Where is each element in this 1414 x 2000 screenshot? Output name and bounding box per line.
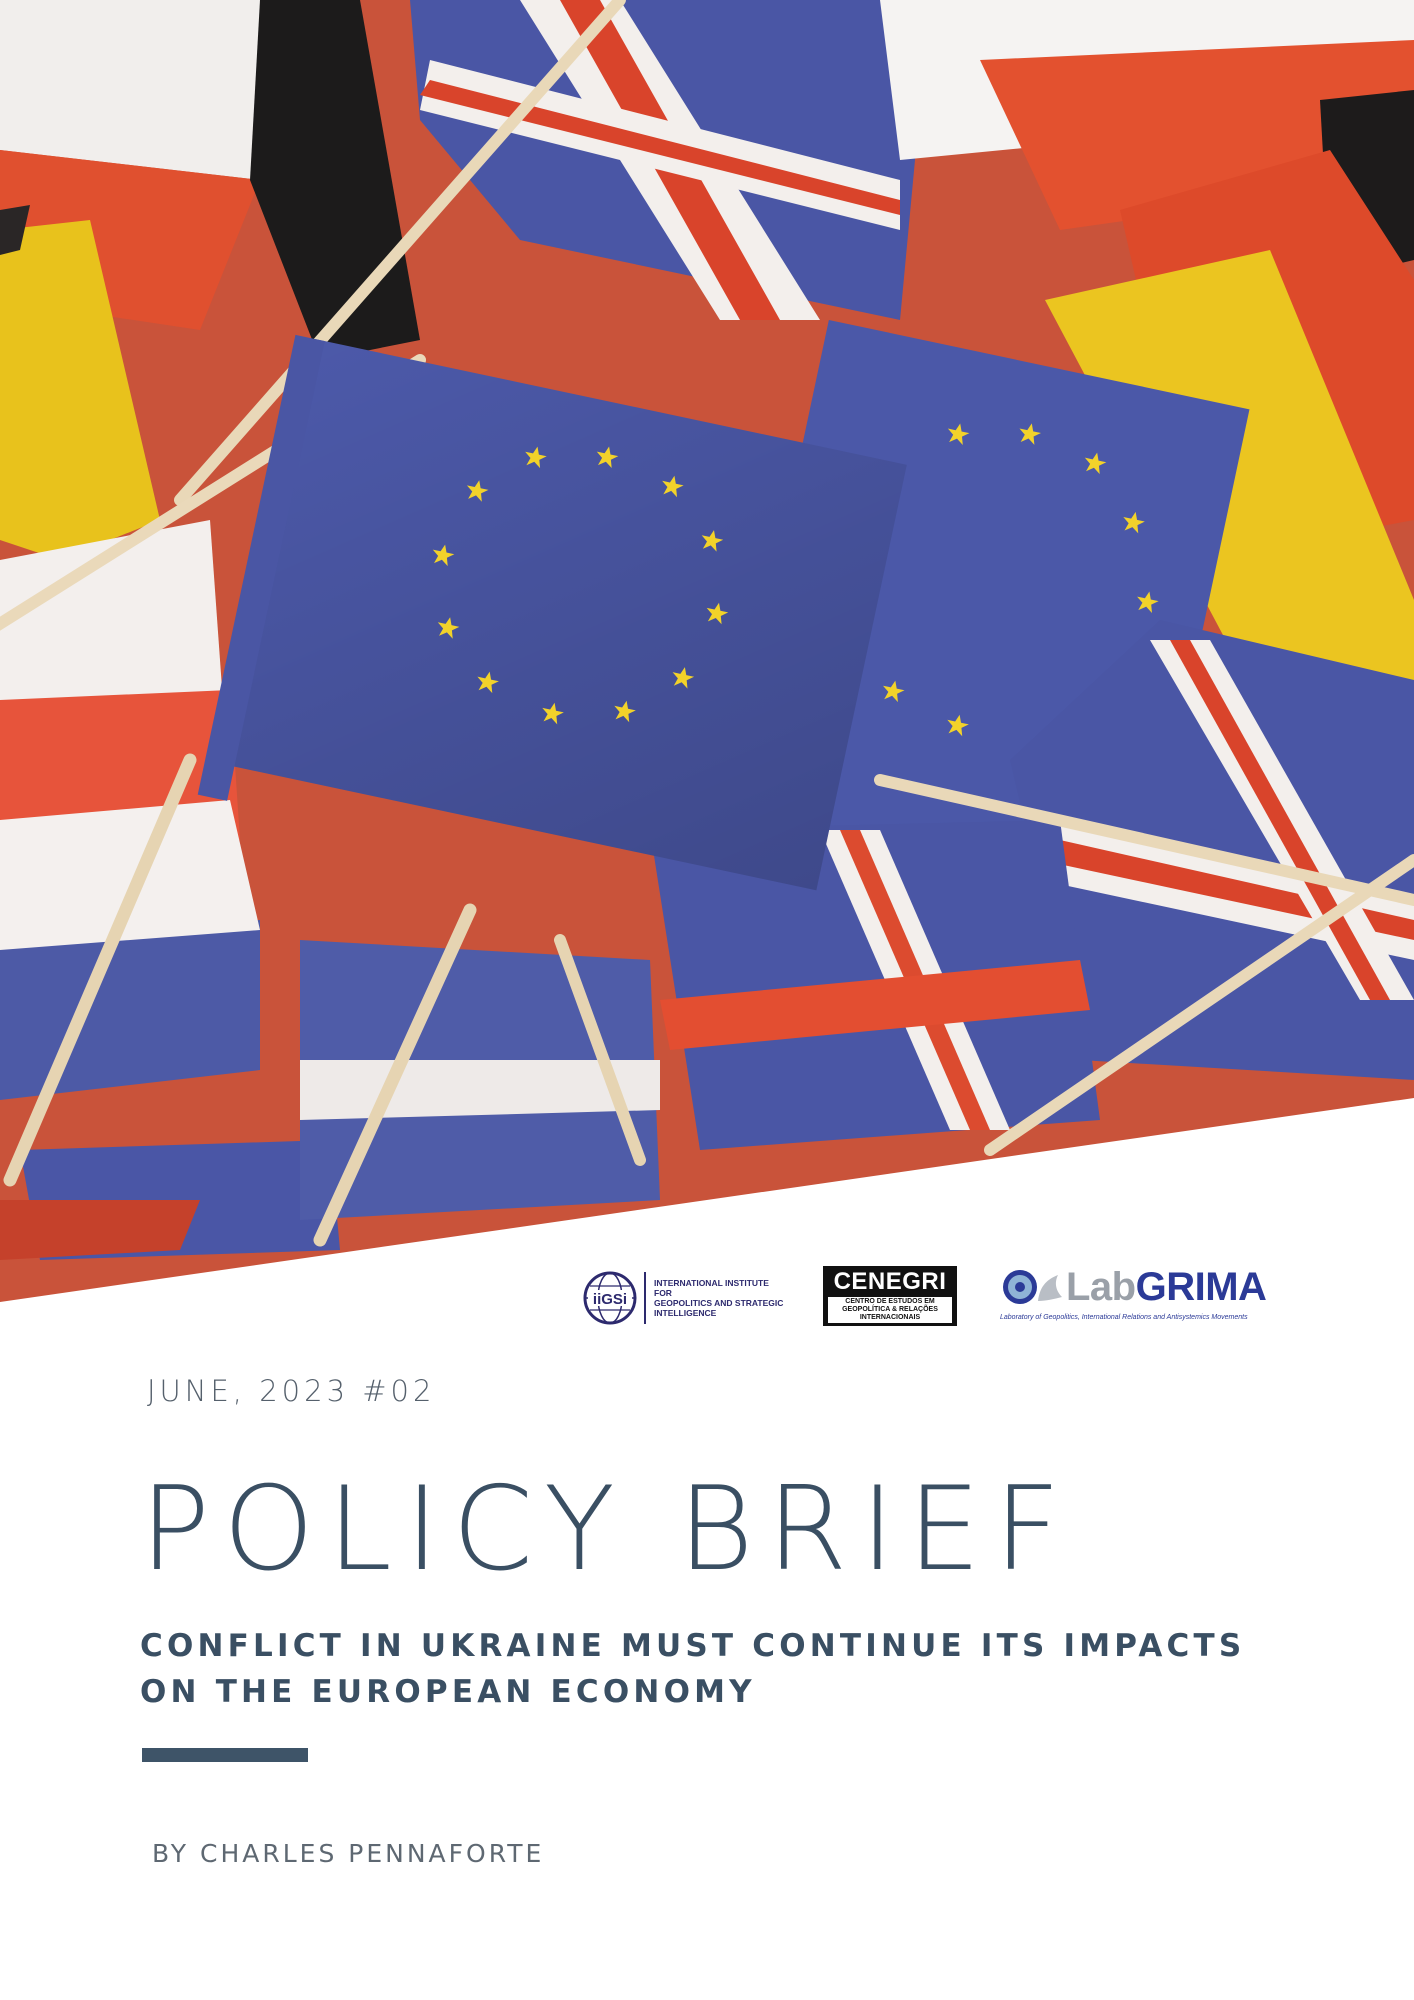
title-underline	[142, 1748, 308, 1762]
iigsi-logo	[582, 1270, 784, 1326]
issue-date: JUNE, 2023 #02	[147, 1374, 436, 1408]
document-type: POLICY BRIEF	[140, 1462, 1074, 1597]
document-title: CONFLICT IN UKRAINE MUST CONTINUE ITS IMPACTS ON THE EUROPEAN ECONOMY	[140, 1628, 1246, 1710]
iigsi-line: INTELLIGENCE	[654, 1308, 717, 1318]
labgrima-lab: Lab	[1066, 1264, 1136, 1309]
labgrima-emblem-icon	[1000, 1265, 1066, 1309]
cenegri-sub-line: INTERNACIONAIS	[859, 1314, 921, 1321]
cenegri-title: CENEGRI	[833, 1268, 947, 1295]
labgrima-tagline: Laboratory of Geopolitics, International Relations and Antisystemics Movements	[1000, 1314, 1248, 1321]
author-byline: BY CHARLES PENNAFORTE	[152, 1839, 545, 1868]
iigsi-name	[654, 1278, 784, 1318]
labgrima-grima: GRIMA	[1135, 1264, 1267, 1309]
globe-icon	[582, 1270, 638, 1326]
cenegri-logo	[823, 1266, 957, 1326]
labgrima-logo	[1000, 1262, 1266, 1321]
iigsi-mark-text: iiGSi	[592, 1291, 628, 1308]
cenegri-sub-line: GEOPOLÍTICA & RELAÇÕES	[842, 1306, 938, 1313]
cenegri-sub-line: CENTRO DE ESTUDOS EM	[845, 1298, 935, 1305]
iigsi-line: INTERNATIONAL INSTITUTE FOR	[654, 1278, 769, 1298]
iigsi-line: GEOPOLITICS AND STRATEGIC	[654, 1298, 784, 1308]
partner-logos	[0, 1262, 1414, 1342]
iigsi-divider	[644, 1272, 646, 1324]
